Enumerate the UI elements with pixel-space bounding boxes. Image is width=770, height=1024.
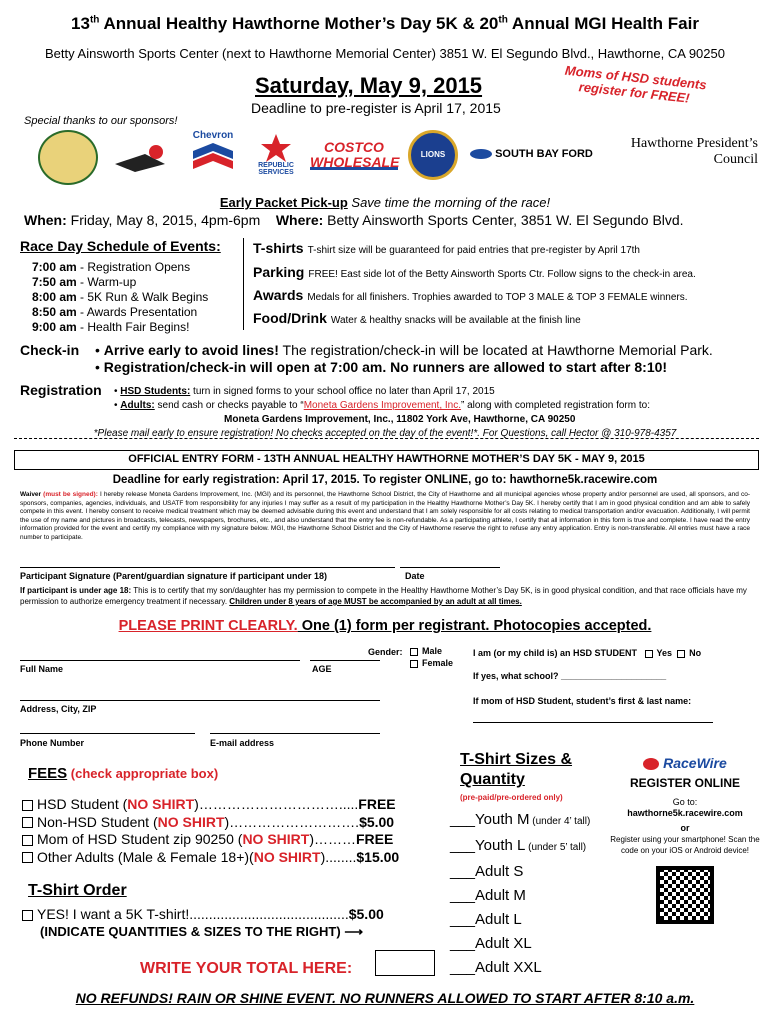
size-option[interactable]: ___Youth M (under 4’ tall) — [450, 811, 591, 828]
schedule-item: 7:00 am - Registration Opens — [32, 260, 191, 274]
date-label: Date — [405, 571, 425, 581]
sizes-note: (pre-paid/pre-ordered only) — [460, 793, 563, 802]
fee-option[interactable]: HSD Student (NO SHIRT)………………………….....FREE — [22, 796, 399, 814]
venue-address: Betty Ainsworth Sports Center (next to Hawthorne Memorial Center) 3851 W. El Segundo Blvd., Hawthorne, CA 90250 — [45, 46, 725, 61]
sizes-list — [450, 808, 590, 980]
tshirt-order-title: T-Shirt Order — [28, 882, 127, 899]
sponsor-chevron: Chevron — [188, 130, 238, 177]
register-url[interactable]: hawthorne5k.racewire.com — [627, 808, 743, 819]
fee-checkbox[interactable] — [22, 800, 33, 811]
preregister-deadline: Deadline to pre-register is April 17, 2015 — [251, 100, 501, 116]
size-option[interactable]: ___Adult XXL — [450, 959, 542, 976]
schedule-item: 8:00 am - 5K Run & Walk Begins — [32, 290, 209, 304]
school-question: If yes, what school? _____________________ — [473, 671, 667, 681]
ford-oval-icon — [470, 149, 492, 159]
hsd-student-question: I am (or my child is) an HSD STUDENT Yes No — [473, 648, 702, 658]
racewire-logo: RaceWire — [610, 758, 760, 770]
graduation-apple-icon — [110, 142, 170, 174]
pickup-when-where: When: Friday, May 8, 2015, 4pm-6pm Where: Betty Ainsworth Sports Center, 3851 W. El Segundo Blvd. — [24, 212, 684, 228]
arrow-right-icon: ⟶ — [344, 924, 363, 939]
signature-line[interactable] — [20, 567, 395, 568]
schedule-title: Race Day Schedule of Events: — [20, 238, 221, 254]
sponsor-thanks: Special thanks to our sponsors! — [24, 115, 178, 127]
registration-text: • HSD Students: turn in signed forms to your school office no later than April 17, 2015 • Adults: send cash or checks payable to “Moneta Gardens Improvement, Inc.” along with completed registration form to: Moneta Gardens Improvement, Inc., 11802 York Ave, Hawthorne, CA 90250 — [114, 386, 650, 425]
total-input[interactable] — [375, 950, 435, 976]
goto-label: Go to: — [672, 797, 698, 808]
date-line[interactable] — [400, 567, 500, 568]
qr-code-icon[interactable] — [656, 866, 714, 924]
size-option[interactable]: ___Youth L (under 5’ tall) — [450, 837, 587, 854]
schedule-item: 7:50 am - Warm-up — [32, 275, 137, 289]
racewire-swoosh-icon — [643, 758, 659, 770]
size-option[interactable]: ___Adult L — [450, 911, 522, 928]
tshirt-checkbox[interactable] — [22, 910, 33, 921]
indicate-note: (INDICATE QUANTITIES & SIZES TO THE RIGHT) ⟶ — [40, 924, 363, 939]
full-name-field[interactable] — [20, 660, 300, 661]
checkin-label: Check-in — [20, 342, 80, 358]
email-label: E-mail address — [210, 738, 275, 748]
racewire-panel — [610, 755, 760, 924]
address-label: Address, City, ZIP — [20, 704, 97, 714]
packet-pickup: Early Packet Pick-up Save time the morning of the race! — [219, 195, 551, 210]
registration-label: Registration — [20, 382, 102, 398]
gender-label: Gender: — [368, 647, 403, 657]
waiver-text: Waiver (must be signed): I hereby release Moneta Gardens Improvement, Inc. (MGI) and its personnel, the Hawthorne School District, the City of Hawthorne and all municipal agencies whose property and/or personnel are used, all sponsors, and co-sponsors, companies, agencies, individuals, and USATF from responsibility for any injuries I may suffer as a result of my participation in the Healthy Hawthorne Mother’s Day 5K. I hereby certify that I am in good physical condition and am able to safely compete in this event. I hereby consent to receive medical treatment which may be deemed advisable during this event and understand that I am solely responsible for all costs relating to medical transportation and/or evacuation. Additionally, I will permit the use of my name and pictures in broadcasts, telecasts, newspapers, brochures, etc., and also understand that the entry fee is non-refundable. As a participating athlete, I certify that all information in this form is true and complete. I have read the entry information provided for the event and certify my compliance with my signature below. MGI, the Hawthorne School District and the City of Hawthorne reserve the right to refuse any entry application. Entry is non-transferable. All entries must have a race number to participate. — [20, 491, 750, 541]
divider — [243, 238, 244, 330]
fee-option[interactable]: Other Adults (Male & Female 18+)(NO SHIRT)........$15.00 — [22, 849, 399, 867]
sponsor-costco: COSTCO WHOLESALE — [310, 139, 400, 170]
tshirt-order-option[interactable]: YES! I want a 5K T-shirt!.........................................$5.00 — [22, 906, 384, 922]
age-field[interactable] — [310, 660, 380, 661]
info-tshirts: T-shirts T-shirt size will be guaranteed for paid entries that pre-register by April 17th — [253, 240, 640, 256]
event-title: 13th Annual Healthy Hawthorne Mother’s Day 5K & 20th Annual MGI Health Fair — [71, 14, 699, 33]
signature-label: Participant Signature (Parent/guardian signature if participant under 18) — [20, 571, 328, 581]
event-date: Saturday, May 9, 2015 — [255, 73, 483, 98]
size-option[interactable]: ___Adult XL — [450, 935, 532, 952]
info-awards: Awards Medals for all finishers. Trophies awarded to TOP 3 MALE & TOP 3 FEMALE winners. — [253, 287, 688, 303]
size-option[interactable]: ___Adult S — [450, 863, 524, 880]
hsd-no-checkbox[interactable] — [677, 650, 685, 658]
info-food: Food/Drink Water & healthy snacks will be available at the finish line — [253, 310, 581, 326]
mom-student-question: If mom of HSD Student, student’s first & last name: — [473, 696, 692, 706]
fees-title: FEES (check appropriate box) — [28, 765, 219, 782]
gender-male-checkbox[interactable] — [410, 648, 418, 656]
fee-checkbox[interactable] — [22, 817, 33, 828]
age-label: AGE — [312, 664, 332, 674]
email-field[interactable] — [210, 733, 380, 734]
student-name-field[interactable] — [473, 722, 713, 723]
official-entry-form-header: OFFICIAL ENTRY FORM - 13TH ANNUAL HEALTHY HAWTHORNE MOTHER’S DAY 5K - MAY 9, 2015 — [14, 450, 759, 470]
total-label: WRITE YOUR TOTAL HERE: — [140, 960, 353, 977]
phone-field[interactable] — [20, 733, 195, 734]
size-option[interactable]: ___Adult M — [450, 887, 526, 904]
checkin-text: • Arrive early to avoid lines! The registration/check-in will be located at Hawthorne Memorial Park. • Registration/check-in will open at 7:00 am. No runners are allowed to start after 8:10! — [95, 342, 713, 375]
moms-free-note: Moms of HSD students register for FREE! — [564, 62, 708, 106]
fee-checkbox[interactable] — [22, 852, 33, 863]
fee-list — [22, 796, 399, 866]
fee-option[interactable]: Non-HSD Student (NO SHIRT)……………………….$5.00 — [22, 814, 399, 832]
fee-option[interactable]: Mom of HSD Student zip 90250 (NO SHIRT)………FREE — [22, 831, 399, 849]
address-field[interactable] — [20, 700, 380, 701]
info-parking: Parking FREE! East side lot of the Betty Ainsworth Sports Ctr. Follow signs to the check-in area. — [253, 264, 696, 280]
full-name-label: Full Name — [20, 664, 64, 674]
no-refunds-note: NO REFUNDS! RAIN OR SHINE EVENT. NO RUNNERS ALLOWED TO START AFTER 8:10 a.m. — [75, 990, 695, 1006]
schedule-item: 9:00 am - Health Fair Begins! — [32, 320, 190, 334]
sponsor-logos — [38, 130, 758, 185]
sponsor-south-bay-ford: SOUTH BAY FORD — [470, 148, 593, 160]
online-registration-note: Deadline for early registration: April 17, 2015. To register ONLINE, go to: hawthorne5k.racewire.com — [112, 474, 658, 486]
print-clearly: PLEASE PRINT CLEARLY. One (1) form per registrant. Photocopies accepted. — [118, 618, 652, 634]
schedule-item: 8:50 am - Awards Presentation — [32, 305, 198, 319]
sponsor-lions: LIONS — [408, 130, 458, 180]
tshirt-sizes-title: T-Shirt Sizes & Quantity — [460, 751, 573, 788]
schedule-list — [32, 260, 208, 335]
scan-note: Register using your smartphone! Scan the code on your iOS or Android device! — [610, 835, 760, 856]
under18-note: If participant is under age 18: This is to certify that my son/daughter has my permission to compete in the Healthy Hawthorne Mother’s Day 5K, is in good physical condition, and that race officials have my permission to authorize emergency treatment if necessary. Children under 8 years of age MUST be accompanied by an adult at all times. — [20, 586, 747, 606]
fee-checkbox[interactable] — [22, 835, 33, 846]
sponsor-presidents-council: Hawthorne President’s Council — [630, 136, 758, 167]
phone-label: Phone Number — [20, 738, 85, 748]
gender-female-checkbox[interactable] — [410, 660, 418, 668]
hsd-yes-checkbox[interactable] — [645, 650, 653, 658]
sponsor-republic: REPUBLIC SERVICES — [248, 134, 304, 176]
gender-options: Male Female — [410, 645, 453, 669]
or-label: or — [680, 823, 690, 834]
mail-note: *Please mail early to ensure registration! No checks accepted on the day of the event!*. For Questions, call Hector @ 310-978-4357 — [93, 428, 677, 439]
register-online-label: REGISTER ONLINE — [629, 776, 740, 791]
school-district-seal-icon — [38, 130, 98, 185]
